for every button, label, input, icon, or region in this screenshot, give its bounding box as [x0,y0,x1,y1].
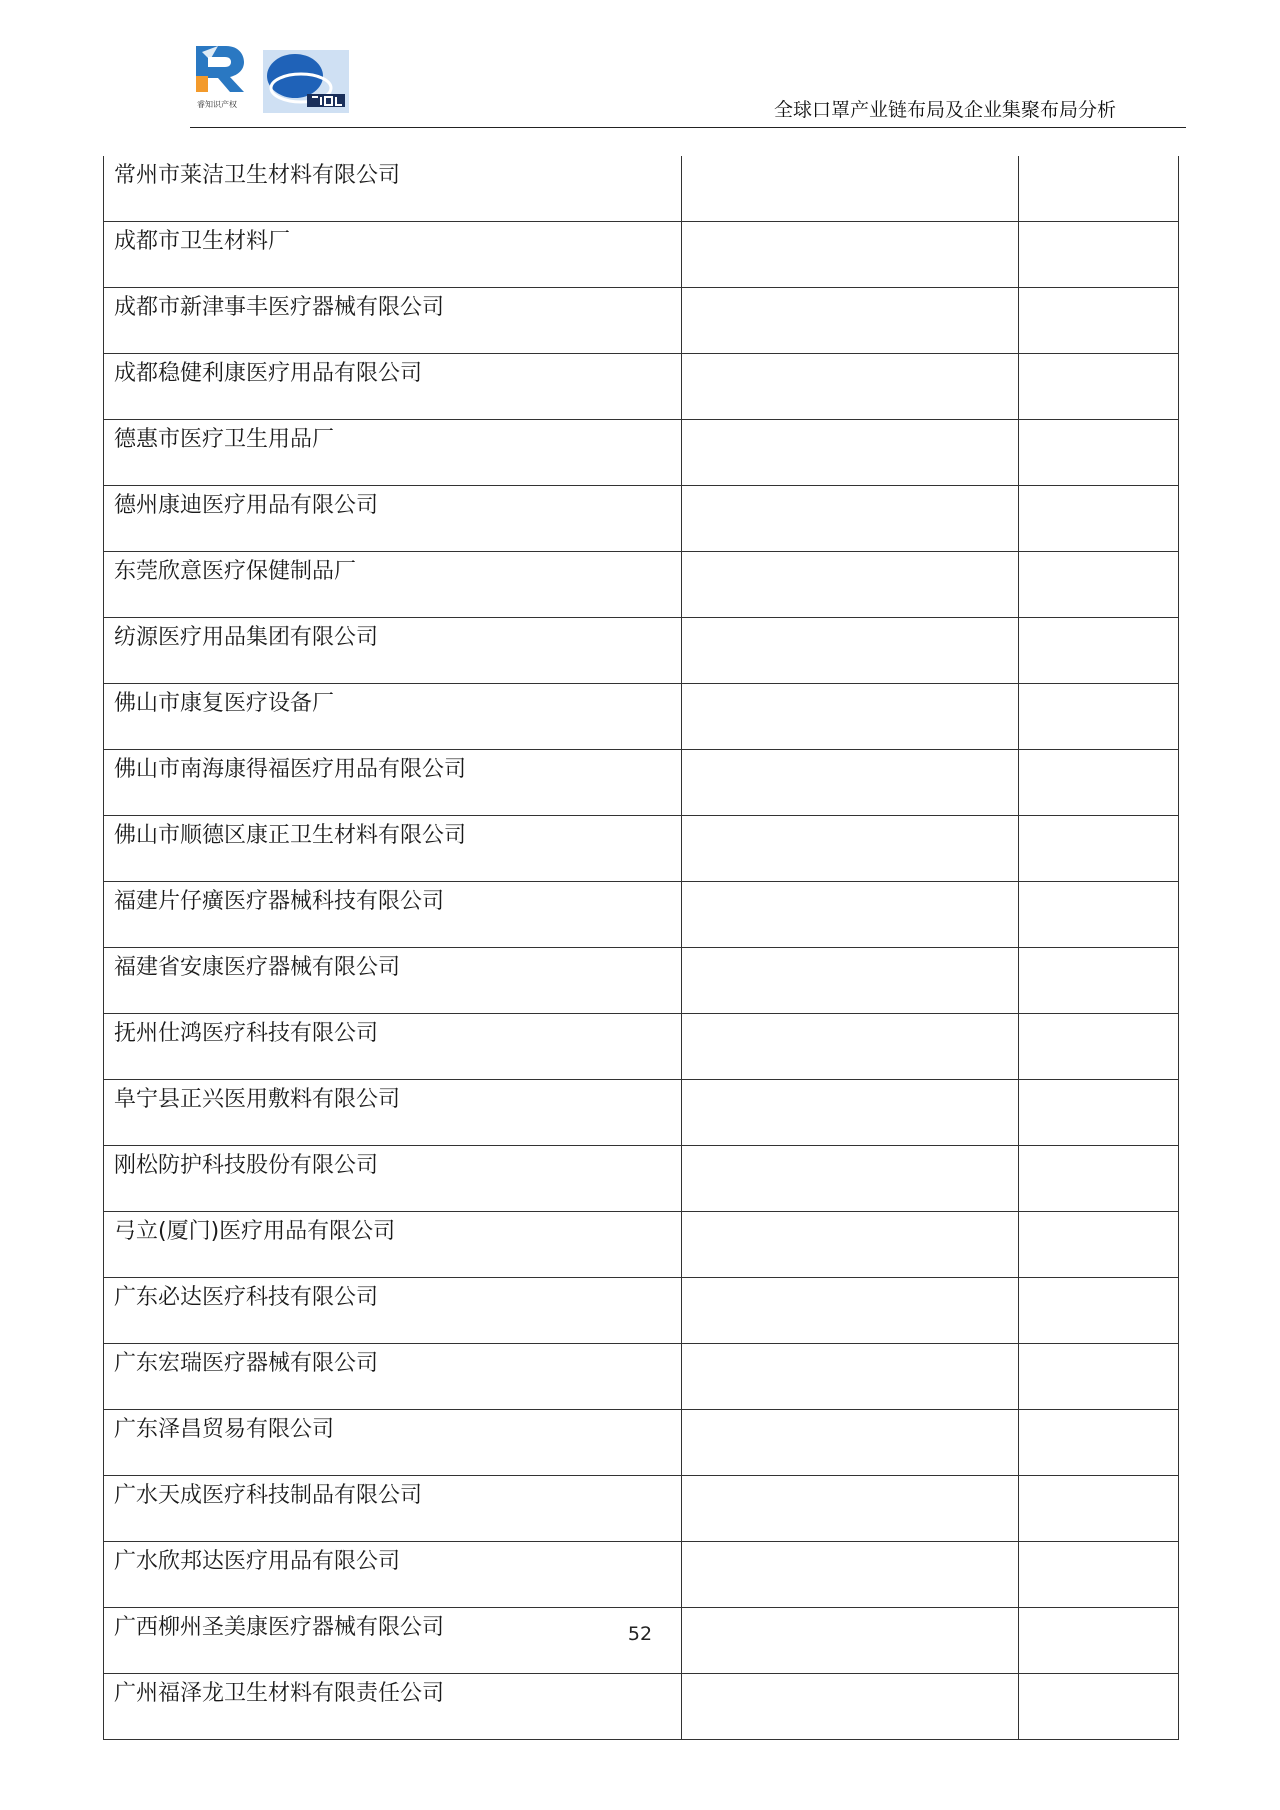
empty-cell-col2 [682,1542,1019,1608]
table-row [104,1146,1179,1212]
table-row [104,1344,1179,1410]
empty-cell-col3 [1019,816,1179,882]
company-name-cell: 德州康迪医疗用品有限公司 [104,486,682,552]
table-row [104,816,1179,882]
empty-cell-col2 [682,1146,1019,1212]
table-row [104,618,1179,684]
sipo-logo-graphic [263,50,349,113]
company-table-container [103,156,1178,1740]
company-name-cell: 东莞欣意医疗保健制品厂 [104,552,682,618]
empty-cell-col2 [682,948,1019,1014]
empty-cell-col2 [682,816,1019,882]
empty-cell-col3 [1019,288,1179,354]
company-name-cell: 福建省安康医疗器械有限公司 [104,948,682,1014]
empty-cell-col2 [682,1674,1019,1740]
company-name-cell: 广水天成医疗科技制品有限公司 [104,1476,682,1542]
company-name-cell: 德惠市医疗卫生用品厂 [104,420,682,486]
header-divider [190,127,1186,128]
empty-cell-col3 [1019,948,1179,1014]
table-row [104,1674,1179,1740]
empty-cell-col2 [682,1212,1019,1278]
company-name-cell: 弓立(厦门)医疗用品有限公司 [104,1212,682,1278]
company-name-cell: 广东必达医疗科技有限公司 [104,1278,682,1344]
empty-cell-col3 [1019,1146,1179,1212]
page-number: 52 [627,1623,653,1645]
table-row [104,354,1179,420]
table-row [104,1014,1179,1080]
table-row [104,882,1179,948]
table-row [104,1476,1179,1542]
sipo-logo-icon [263,50,349,113]
empty-cell-col2 [682,156,1019,222]
company-name-cell: 福建片仔癀医疗器械科技有限公司 [104,882,682,948]
table-row [104,1080,1179,1146]
empty-cell-col2 [682,420,1019,486]
empty-cell-col2 [682,1080,1019,1146]
empty-cell-col3 [1019,1674,1179,1740]
empty-cell-col3 [1019,1014,1179,1080]
empty-cell-col3 [1019,684,1179,750]
empty-cell-col2 [682,684,1019,750]
table-row [104,750,1179,816]
table-row [104,288,1179,354]
empty-cell-col2 [682,486,1019,552]
company-name-cell: 阜宁县正兴医用敷料有限公司 [104,1080,682,1146]
company-name-cell: 广水欣邦达医疗用品有限公司 [104,1542,682,1608]
table-row [104,486,1179,552]
empty-cell-col2 [682,1476,1019,1542]
empty-cell-col2 [682,552,1019,618]
empty-cell-col2 [682,1014,1019,1080]
empty-cell-col3 [1019,486,1179,552]
company-name-cell: 广西柳州圣美康医疗器械有限公司 [104,1608,682,1674]
r-logo-accent [196,76,208,92]
empty-cell-col3 [1019,222,1179,288]
table-row [104,1410,1179,1476]
table-row [104,1278,1179,1344]
company-name-cell: 成都市新津事丰医疗器械有限公司 [104,288,682,354]
company-name-cell: 广东泽昌贸易有限公司 [104,1410,682,1476]
table-row [104,222,1179,288]
table-row [104,1542,1179,1608]
empty-cell-col3 [1019,1212,1179,1278]
company-name-cell: 成都市卫生材料厂 [104,222,682,288]
empty-cell-col3 [1019,420,1179,486]
company-name-cell: 佛山市康复医疗设备厂 [104,684,682,750]
empty-cell-col3 [1019,354,1179,420]
table-row [104,552,1179,618]
r-logo-caption: 睿知识产权 [197,100,237,109]
empty-cell-col3 [1019,1080,1179,1146]
empty-cell-col3 [1019,882,1179,948]
empty-cell-col2 [682,882,1019,948]
empty-cell-col2 [682,618,1019,684]
empty-cell-col3 [1019,1278,1179,1344]
company-name-cell: 佛山市顺德区康正卫生材料有限公司 [104,816,682,882]
empty-cell-col2 [682,288,1019,354]
company-name-cell: 刚松防护科技股份有限公司 [104,1146,682,1212]
empty-cell-col2 [682,222,1019,288]
empty-cell-col2 [682,1410,1019,1476]
table-row [104,1212,1179,1278]
company-name-cell: 常州市莱洁卫生材料有限公司 [104,156,682,222]
company-table-body [104,156,1179,1740]
page-header [0,0,1280,130]
table-row [104,948,1179,1014]
empty-cell-col3 [1019,552,1179,618]
company-name-cell: 广州福泽龙卫生材料有限责任公司 [104,1674,682,1740]
r-logo-graphic [196,46,246,102]
empty-cell-col3 [1019,1344,1179,1410]
table-row [104,156,1179,222]
company-name-cell: 佛山市南海康得福医疗用品有限公司 [104,750,682,816]
table-row [104,684,1179,750]
empty-cell-col2 [682,1344,1019,1410]
empty-cell-col2 [682,1278,1019,1344]
company-name-cell: 广东宏瑞医疗器械有限公司 [104,1344,682,1410]
empty-cell-col3 [1019,1410,1179,1476]
empty-cell-col3 [1019,1476,1179,1542]
document-title: 全球口罩产业链布局及企业集聚布局分析 [773,99,1116,121]
company-table [103,156,1179,1740]
company-name-cell: 纺源医疗用品集团有限公司 [104,618,682,684]
empty-cell-col3 [1019,618,1179,684]
empty-cell-col2 [682,750,1019,816]
company-name-cell: 抚州仕鸿医疗科技有限公司 [104,1014,682,1080]
table-row [104,420,1179,486]
company-name-cell: 成都稳健利康医疗用品有限公司 [104,354,682,420]
empty-cell-col3 [1019,1542,1179,1608]
empty-cell-col3 [1019,750,1179,816]
empty-cell-col2 [682,354,1019,420]
empty-cell-col3 [1019,156,1179,222]
